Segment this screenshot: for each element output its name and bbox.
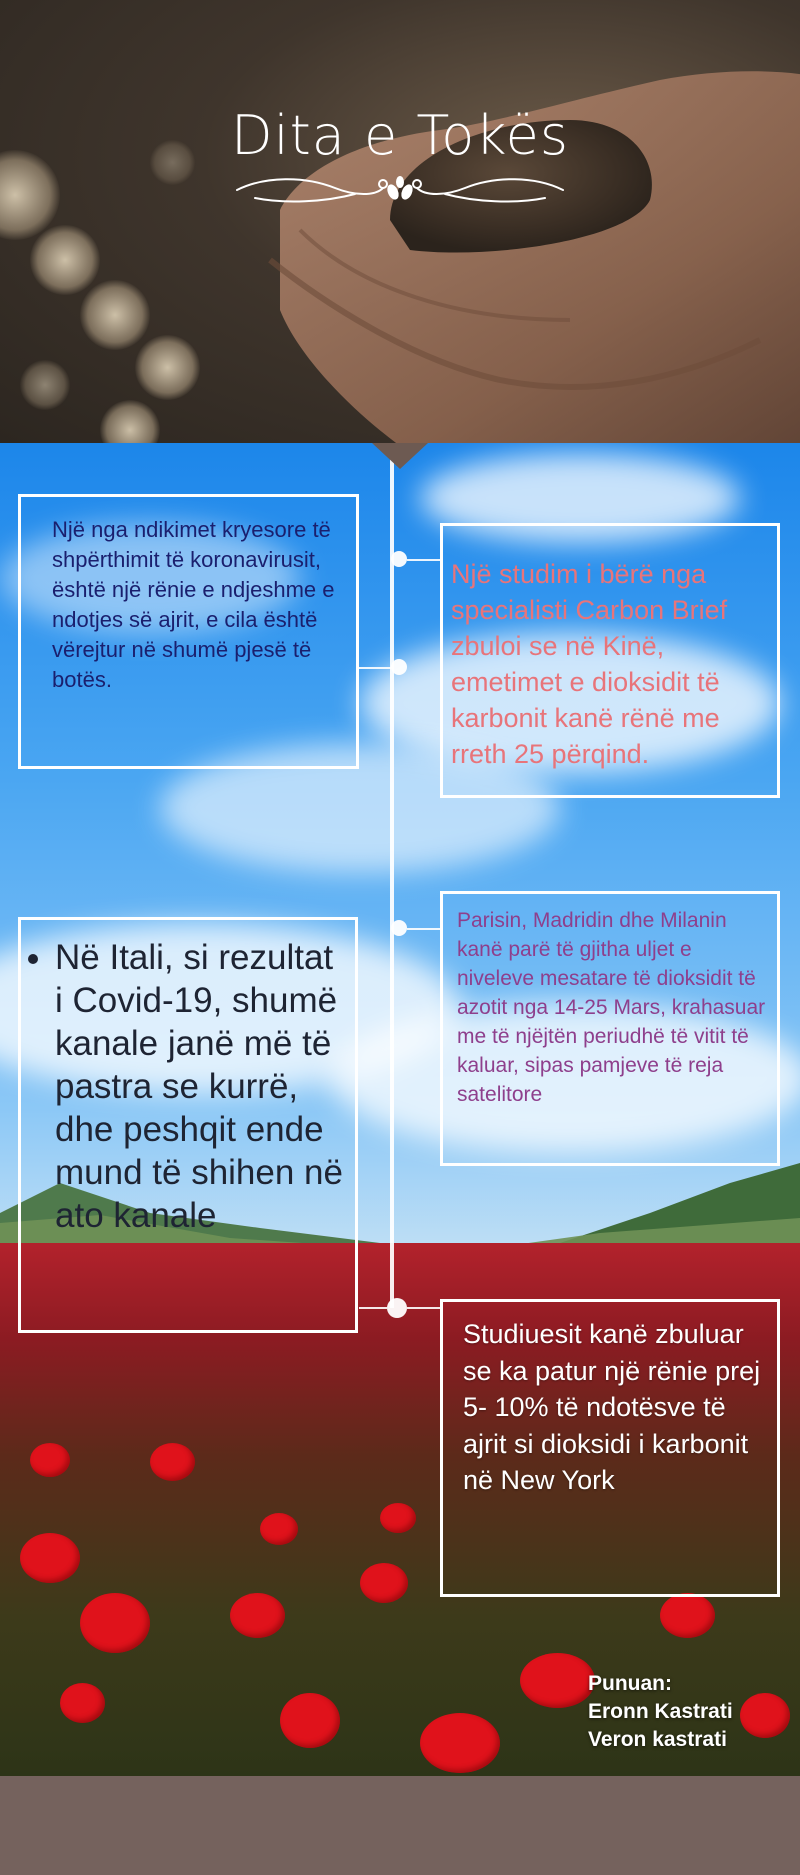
- bokeh-light: [20, 360, 70, 410]
- bokeh-light: [100, 400, 160, 443]
- poppy-flower: [230, 1593, 285, 1638]
- credits-author: Veron kastrati: [588, 1728, 727, 1751]
- timeline-dot: [391, 920, 407, 936]
- poppy-flower: [60, 1683, 105, 1723]
- fact-box-air-pollution: [18, 494, 359, 769]
- timeline-arrow-icon: [372, 443, 428, 469]
- timeline-dot: [391, 551, 407, 567]
- timeline-dot: [391, 659, 407, 675]
- timeline-connector: [359, 667, 391, 669]
- poppy-flower: [520, 1653, 595, 1708]
- poppy-flower: [420, 1713, 500, 1773]
- poppy-flower: [260, 1513, 298, 1545]
- fact-text: Një nga ndikimet kryesore të shpërthimit të koronavirusit, është një rënie e ndjeshme e ndotjes së ajrit, e cila është vërejtur në shumë pjesë të botës.: [52, 517, 335, 692]
- fact-box-italy-canals: [18, 917, 358, 1333]
- fact-text: Studiuesit kanë zbuluar se ka patur një rënie prej 5- 10% të ndotësve të ajrit si dioksidi i karbonit në New York: [463, 1319, 761, 1495]
- timeline-connector: [407, 928, 440, 930]
- timeline-connector: [407, 559, 440, 561]
- poppy-flower: [280, 1693, 340, 1748]
- ornamental-flourish-icon: [235, 170, 565, 210]
- bokeh-light: [135, 335, 200, 400]
- timeline-dot: [387, 1298, 407, 1318]
- timeline-connector: [359, 1307, 387, 1309]
- poppy-flower: [150, 1443, 195, 1481]
- timeline-line: [390, 455, 394, 1308]
- poppy-flower: [380, 1503, 416, 1533]
- page-title: Dita e Tokës: [231, 104, 569, 167]
- timeline-connector: [407, 1307, 440, 1309]
- credits: [588, 1670, 733, 1754]
- poppy-flower: [360, 1563, 408, 1603]
- footer-band: [0, 1776, 800, 1875]
- fact-box-european-cities: [440, 891, 780, 1166]
- credits-label: Punuan:: [588, 1672, 672, 1695]
- fact-box-china-emissions: [440, 523, 780, 798]
- bokeh-light: [30, 225, 100, 295]
- poppy-flower: [660, 1593, 715, 1638]
- credits-author: Eronn Kastrati: [588, 1700, 733, 1723]
- poppy-flower: [80, 1593, 150, 1653]
- header-banner: [0, 0, 800, 443]
- bullet-list: [31, 936, 345, 1237]
- fact-text: Një studim i bërë nga specialisti Carbon Brief zbuloi se në Kinë, emetimet e dioksidit të karbonit kanë rënë me rreth 25 përqind.: [451, 559, 728, 769]
- list-item: • Në Itali, si rezultat i Covid-19, shumë kanale janë më të pastra se kurrë, dhe peshqit ende mund të shihen në ato kanale: [55, 936, 345, 1237]
- fact-box-new-york: [440, 1299, 780, 1597]
- poppy-flower: [30, 1443, 70, 1477]
- fact-text: Parisin, Madridin dhe Milanin kanë parë të gjitha uljet e niveleve mesatare të dioksidit të azotit nga 14-25 Mars, krahasuar me të njëjtën periudhë të vitit të kaluar, sipas pamjeve të reja satelitore: [457, 909, 766, 1106]
- bokeh-light: [80, 280, 150, 350]
- poppy-flower: [20, 1533, 80, 1583]
- poppy-flower: [740, 1693, 790, 1738]
